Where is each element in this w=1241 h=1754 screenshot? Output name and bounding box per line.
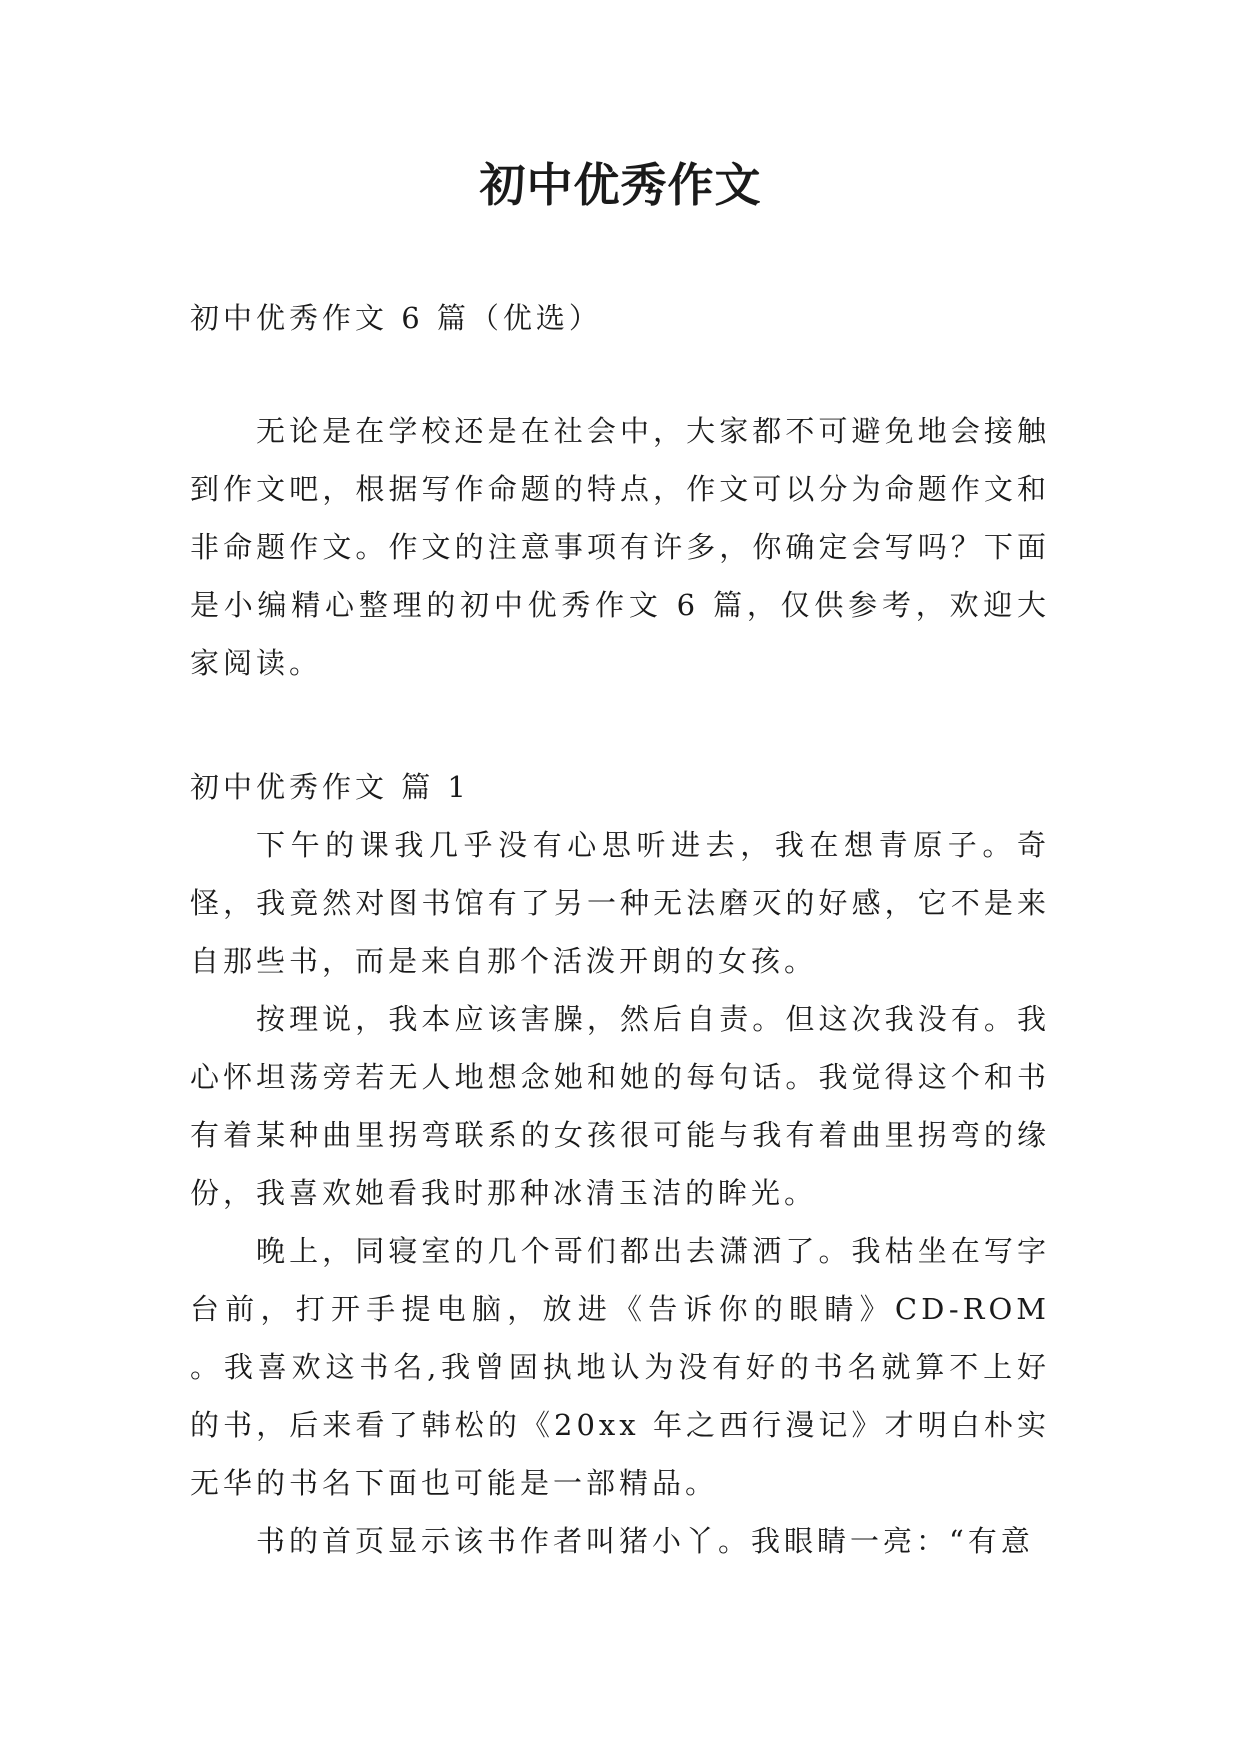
intro-paragraph: 无论是在学校还是在社会中，大家都不可避免地会接触到作文吧，根据写作命题的特点，作文可以分为命题作文和非命题作文。作文的注意事项有许多，你确定会写吗？下面是小编精心整理的初中优秀作文 6 篇，仅供参考，欢迎大家阅读。 bbox=[190, 414, 1050, 680]
document-title: 初中优秀作文 bbox=[479, 158, 762, 212]
document-subtitle: 初中优秀作文 6 篇（优选） bbox=[190, 301, 602, 335]
body-paragraph: 书的首页显示该书作者叫猪小丫。我眼睛一亮：“有意 bbox=[256, 1524, 1034, 1558]
section-heading: 初中优秀作文 篇 1 bbox=[190, 770, 470, 804]
body-paragraph: 晚上，同寝室的几个哥们都出去潇洒了。我枯坐在写字台前，打开手提电脑，放进《告诉你的眼睛》CD-ROM 。我喜欢这书名,我曾固执地认为没有好的书名就算不上好的书，后来看了韩松的《20xx 年之西行漫记》才明白朴实无华的书名下面也可能是一部精品。 bbox=[190, 1234, 1050, 1500]
body-paragraph: 按理说，我本应该害臊，然后自责。但这次我没有。我心怀坦荡旁若无人地想念她和她的每句话。我觉得这个和书有着某种曲里拐弯联系的女孩很可能与我有着曲里拐弯的缘份，我喜欢她看我时那种冰清玉洁的眸光。 bbox=[190, 1002, 1050, 1210]
body-paragraph: 下午的课我几乎没有心思听进去，我在想青原子。奇怪，我竟然对图书馆有了另一种无法磨灭的好感，它不是来自那些书，而是来自那个活泼开朗的女孩。 bbox=[190, 828, 1050, 978]
